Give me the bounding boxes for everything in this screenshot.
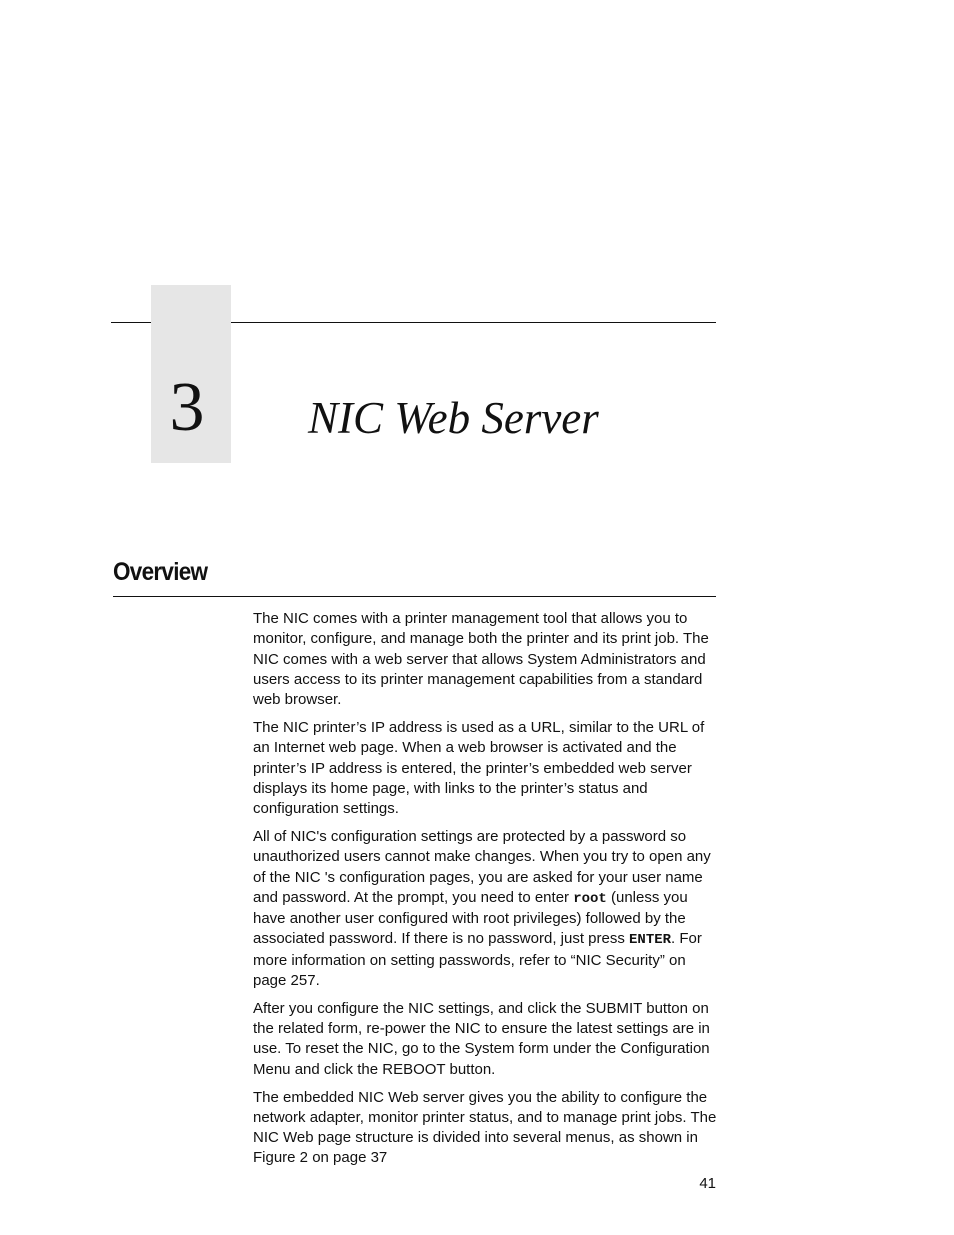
paragraph-3-text-2: (unless you have another user configured with root privileges) followed by the associated password. If there is no password, just press xyxy=(253,888,688,948)
section-heading: Overview xyxy=(113,558,208,586)
code-root: root xyxy=(573,890,607,907)
paragraph-5: The embedded NIC Web server gives you the ability to configure the network adapter, monitor printer status, and to manage print jobs. The NIC Web page structure is divided into several menus, as shown in Figure 2 on page 37 xyxy=(253,1088,717,1167)
paragraph-2: The NIC printer’s IP address is used as a URL, similar to the URL of an Internet web page. When a web browser is activated and the printer’s IP address is entered, the printer’s embedded web server displays its home page, with links to the printer’s status and configuration settings. xyxy=(253,718,705,818)
chapter-rule-right xyxy=(231,322,716,323)
code-enter: ENTER xyxy=(629,932,672,949)
chapter-number: 3 xyxy=(169,369,205,446)
section-rule xyxy=(113,596,716,597)
paragraph-4: After you configure the NIC settings, and click the SUBMIT button on the related form, re-power the NIC to ensure the latest settings are in use. To reset the NIC, go to the System form under the Configuration Menu and click the REBOOT button. xyxy=(253,999,710,1078)
chapter-title: NIC Web Server xyxy=(308,393,599,443)
body-text xyxy=(253,609,723,1176)
paragraph-1: The NIC comes with a printer management tool that allows you to monitor, configure, and manage both the printer and its print job. The NIC comes with a web server that allows System Administrators and users access to its printer management capabilities from a standard web browser. xyxy=(253,610,709,709)
paragraph-3-text-3: . For more information on setting passwords, refer to “NIC Security” on page 257. xyxy=(253,930,702,990)
paragraph-3-text-1: All of NIC's configuration settings are protected by a password so unauthorized users cannot make changes. When you try to open any of the NIC 's configuration pages, you are asked for your user name and password. At the prompt, you need to enter xyxy=(253,827,711,906)
page-number: 41 xyxy=(699,1175,716,1192)
chapter-rule-left xyxy=(111,322,151,323)
paragraph-3 xyxy=(253,827,723,991)
